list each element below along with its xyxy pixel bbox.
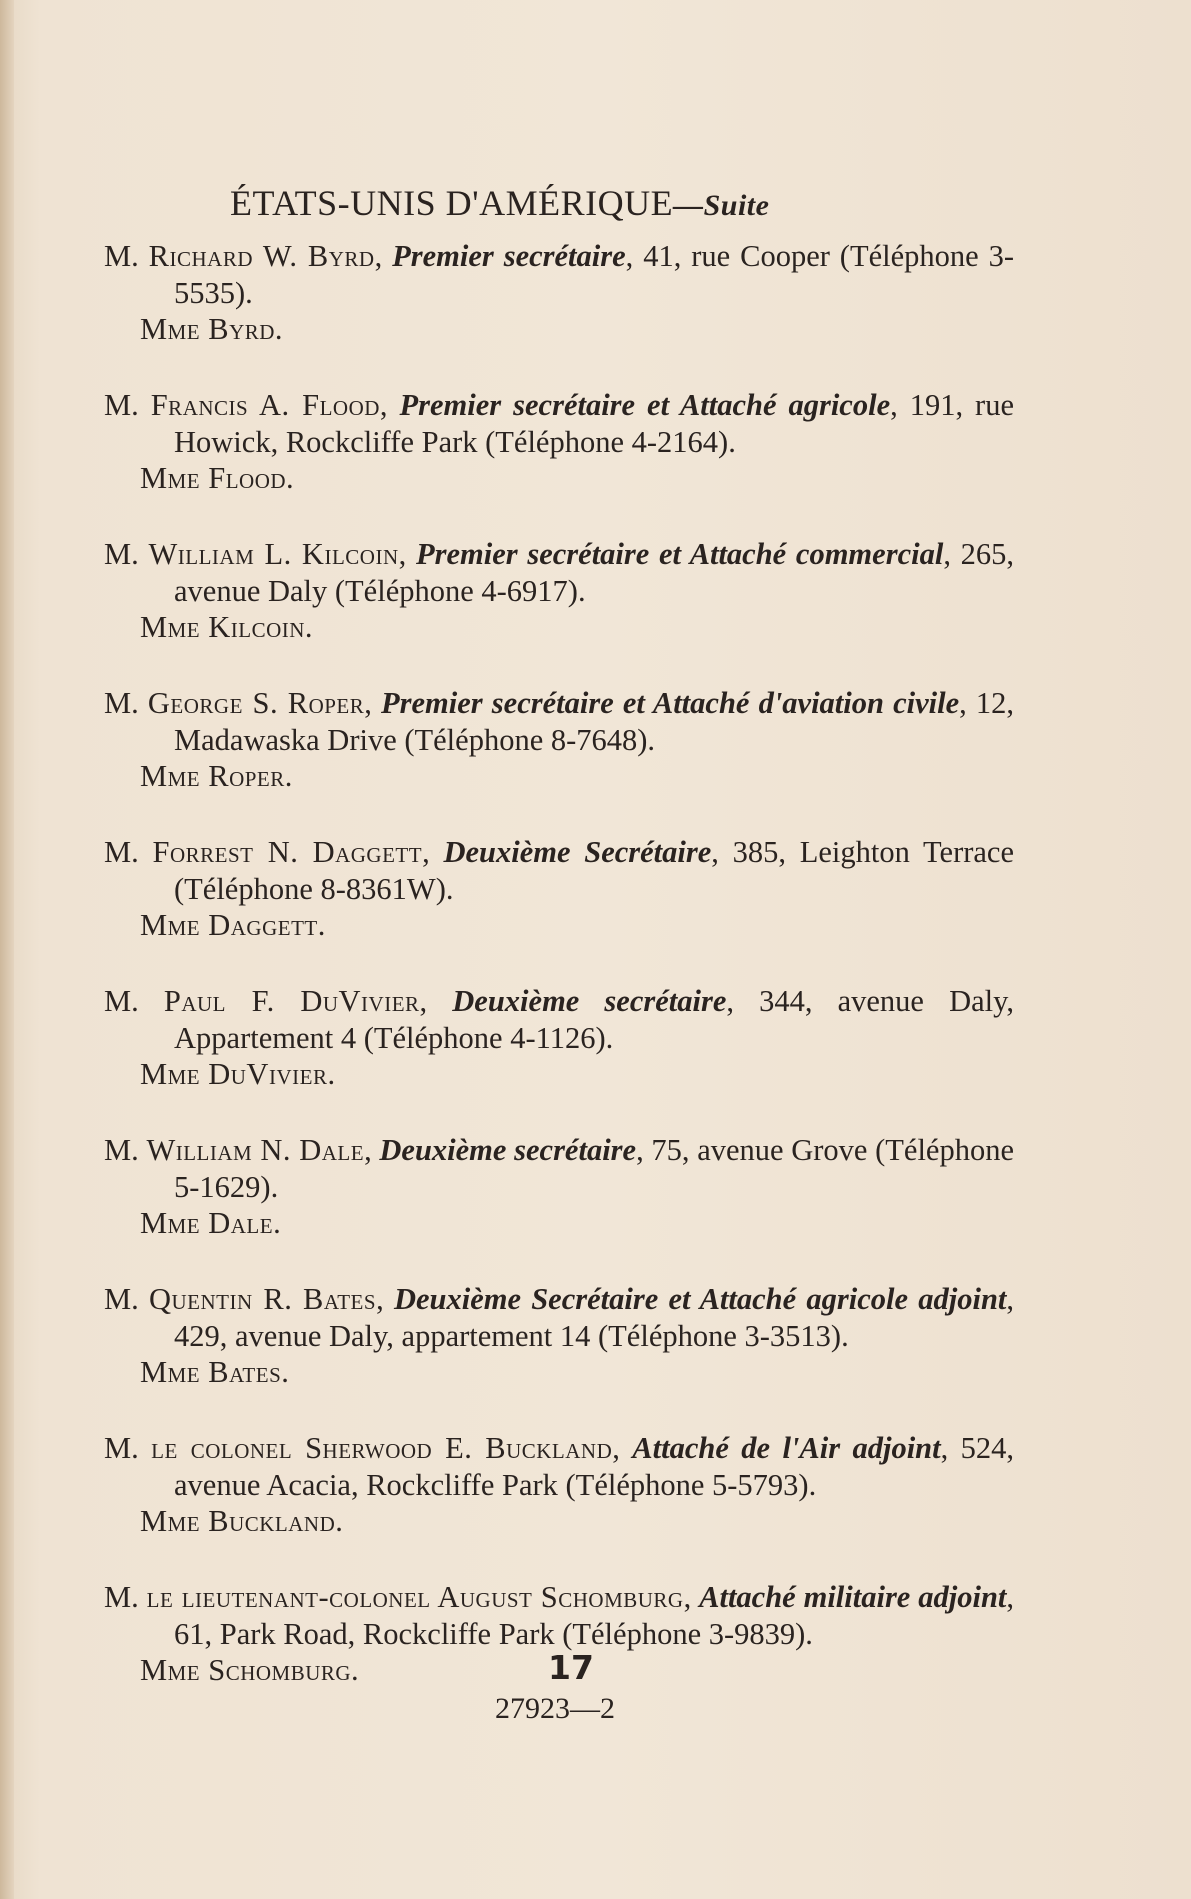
entry-prefix: M. <box>104 388 151 422</box>
person-name: William N. Dale <box>146 1133 365 1167</box>
entry-text <box>104 536 1014 609</box>
spouse-name: Mme Roper. <box>140 759 293 793</box>
spouse-name: Mme Dale. <box>140 1206 282 1240</box>
directory-entry <box>104 536 1014 646</box>
person-title: Premier secrétaire et Attaché commercial <box>415 537 944 571</box>
entry-separator: , <box>374 239 393 273</box>
person-title: Deuxième secrétaire <box>452 984 727 1018</box>
person-name: Richard W. Byrd <box>148 239 375 273</box>
person-name: Francis A. Flood <box>150 388 380 422</box>
person-title: Deuxième Secrétaire et Attaché agricole adjoint <box>393 1282 1007 1316</box>
entry-separator: , <box>376 1282 394 1316</box>
spouse-name: Mme Flood. <box>140 461 295 495</box>
entry-separator: , <box>364 1133 380 1167</box>
directory-entry <box>104 238 1014 348</box>
entry-text <box>104 983 1014 1056</box>
entry-separator: , <box>364 686 382 720</box>
person-title: Attaché militaire adjoint <box>699 1580 1007 1614</box>
person-title: Premier secrétaire et Attaché d'aviation civile <box>381 686 960 720</box>
spouse-name: Mme DuVivier. <box>140 1057 336 1091</box>
entry-text <box>104 1281 1014 1354</box>
person-address: , 265, avenue Daly (Téléphone 4-6917). <box>174 537 1015 608</box>
spouse-name: Mme Bates. <box>140 1355 290 1389</box>
spouse-name: Mme Schomburg. <box>140 1653 360 1687</box>
person-title: Attaché de l'Air adjoint <box>632 1431 941 1465</box>
directory-entry <box>104 834 1014 944</box>
spouse-name: Mme Buckland. <box>140 1504 344 1538</box>
print-code: 27923—2 <box>495 1692 615 1725</box>
page-header <box>230 182 990 224</box>
person-address: , 75, avenue Grove (Téléphone 5-1629). <box>174 1133 1015 1204</box>
directory-entry <box>104 1281 1014 1391</box>
entry-prefix: M. <box>104 1431 152 1465</box>
header-suite: —Suite <box>673 189 770 222</box>
spouse-name: Mme Daggett. <box>140 908 326 942</box>
person-name: George S. Roper <box>147 686 365 720</box>
person-address: , 41, rue Cooper (Téléphone 3-5535). <box>174 239 1014 310</box>
entry-prefix: M. <box>104 1580 147 1614</box>
spouse-name: Mme Byrd. <box>140 312 284 346</box>
entry-text <box>104 1579 1014 1652</box>
entry-text <box>104 1430 1014 1503</box>
person-name: Paul F. DuVivier <box>163 984 420 1018</box>
entry-prefix: M. <box>104 239 149 273</box>
person-address: , 12, Madawaska Drive (Téléphone 8-7648). <box>174 686 1014 757</box>
person-address: , 344, avenue Daly, Appartement 4 (Téléphone 4-1126). <box>174 984 1014 1055</box>
entry-prefix: M. <box>104 1133 147 1167</box>
entry-separator: , <box>398 537 416 571</box>
entry-prefix: M. <box>104 1282 149 1316</box>
person-address: , 191, rue Howick, Rockcliffe Park (Téléphone 4-2164). <box>174 388 1014 459</box>
directory-entry <box>104 1430 1014 1540</box>
entry-prefix: M. <box>104 537 149 571</box>
entry-separator: , <box>419 984 453 1018</box>
entry-prefix: M. <box>104 835 153 869</box>
person-title: Premier secrétaire <box>392 239 626 273</box>
header-country: ÉTATS-UNIS D'AMÉRIQUE <box>230 183 674 223</box>
entry-prefix: M. <box>104 984 164 1018</box>
person-address: , 429, avenue Daly, appartement 14 (Téléphone 3-3513). <box>174 1282 1015 1353</box>
entry-separator: , <box>422 835 444 869</box>
entry-separator: , <box>683 1580 700 1614</box>
entry-separator: , <box>612 1431 633 1465</box>
directory-entry <box>104 983 1014 1093</box>
person-name: le lieutenant-colonel August Schomburg <box>146 1580 684 1614</box>
page-number: 17 <box>548 1648 594 1687</box>
book-gutter <box>0 0 14 1899</box>
person-address: , 385, Leighton Terrace (Téléphone 8-8361W). <box>174 835 1015 906</box>
person-title: Deuxième Secrétaire <box>443 835 712 869</box>
person-title: Premier secrétaire et Attaché agricole <box>399 388 891 422</box>
person-name: Quentin R. Bates <box>148 1282 377 1316</box>
spouse-name: Mme Kilcoin. <box>140 610 314 644</box>
entry-text <box>104 238 1014 311</box>
person-address: , 524, avenue Acacia, Rockcliffe Park (Téléphone 5-5793). <box>174 1431 1015 1502</box>
directory-entry <box>104 685 1014 795</box>
entry-prefix: M. <box>104 686 148 720</box>
person-name: le colonel Sherwood E. Buckland <box>151 1431 613 1465</box>
person-name: William L. Kilcoin <box>148 537 399 571</box>
directory-entry <box>104 1132 1014 1242</box>
directory-list <box>104 238 1014 1728</box>
entry-text <box>104 1132 1014 1205</box>
entry-text <box>104 685 1014 758</box>
person-name: Forrest N. Daggett <box>152 835 423 869</box>
entry-separator: , <box>379 388 400 422</box>
person-title: Deuxième secrétaire <box>379 1133 637 1167</box>
entry-text <box>104 387 1014 460</box>
person-address: , 61, Park Road, Rockcliffe Park (Téléphone 3-9839). <box>174 1580 1015 1651</box>
directory-entry <box>104 387 1014 497</box>
entry-text <box>104 834 1014 907</box>
